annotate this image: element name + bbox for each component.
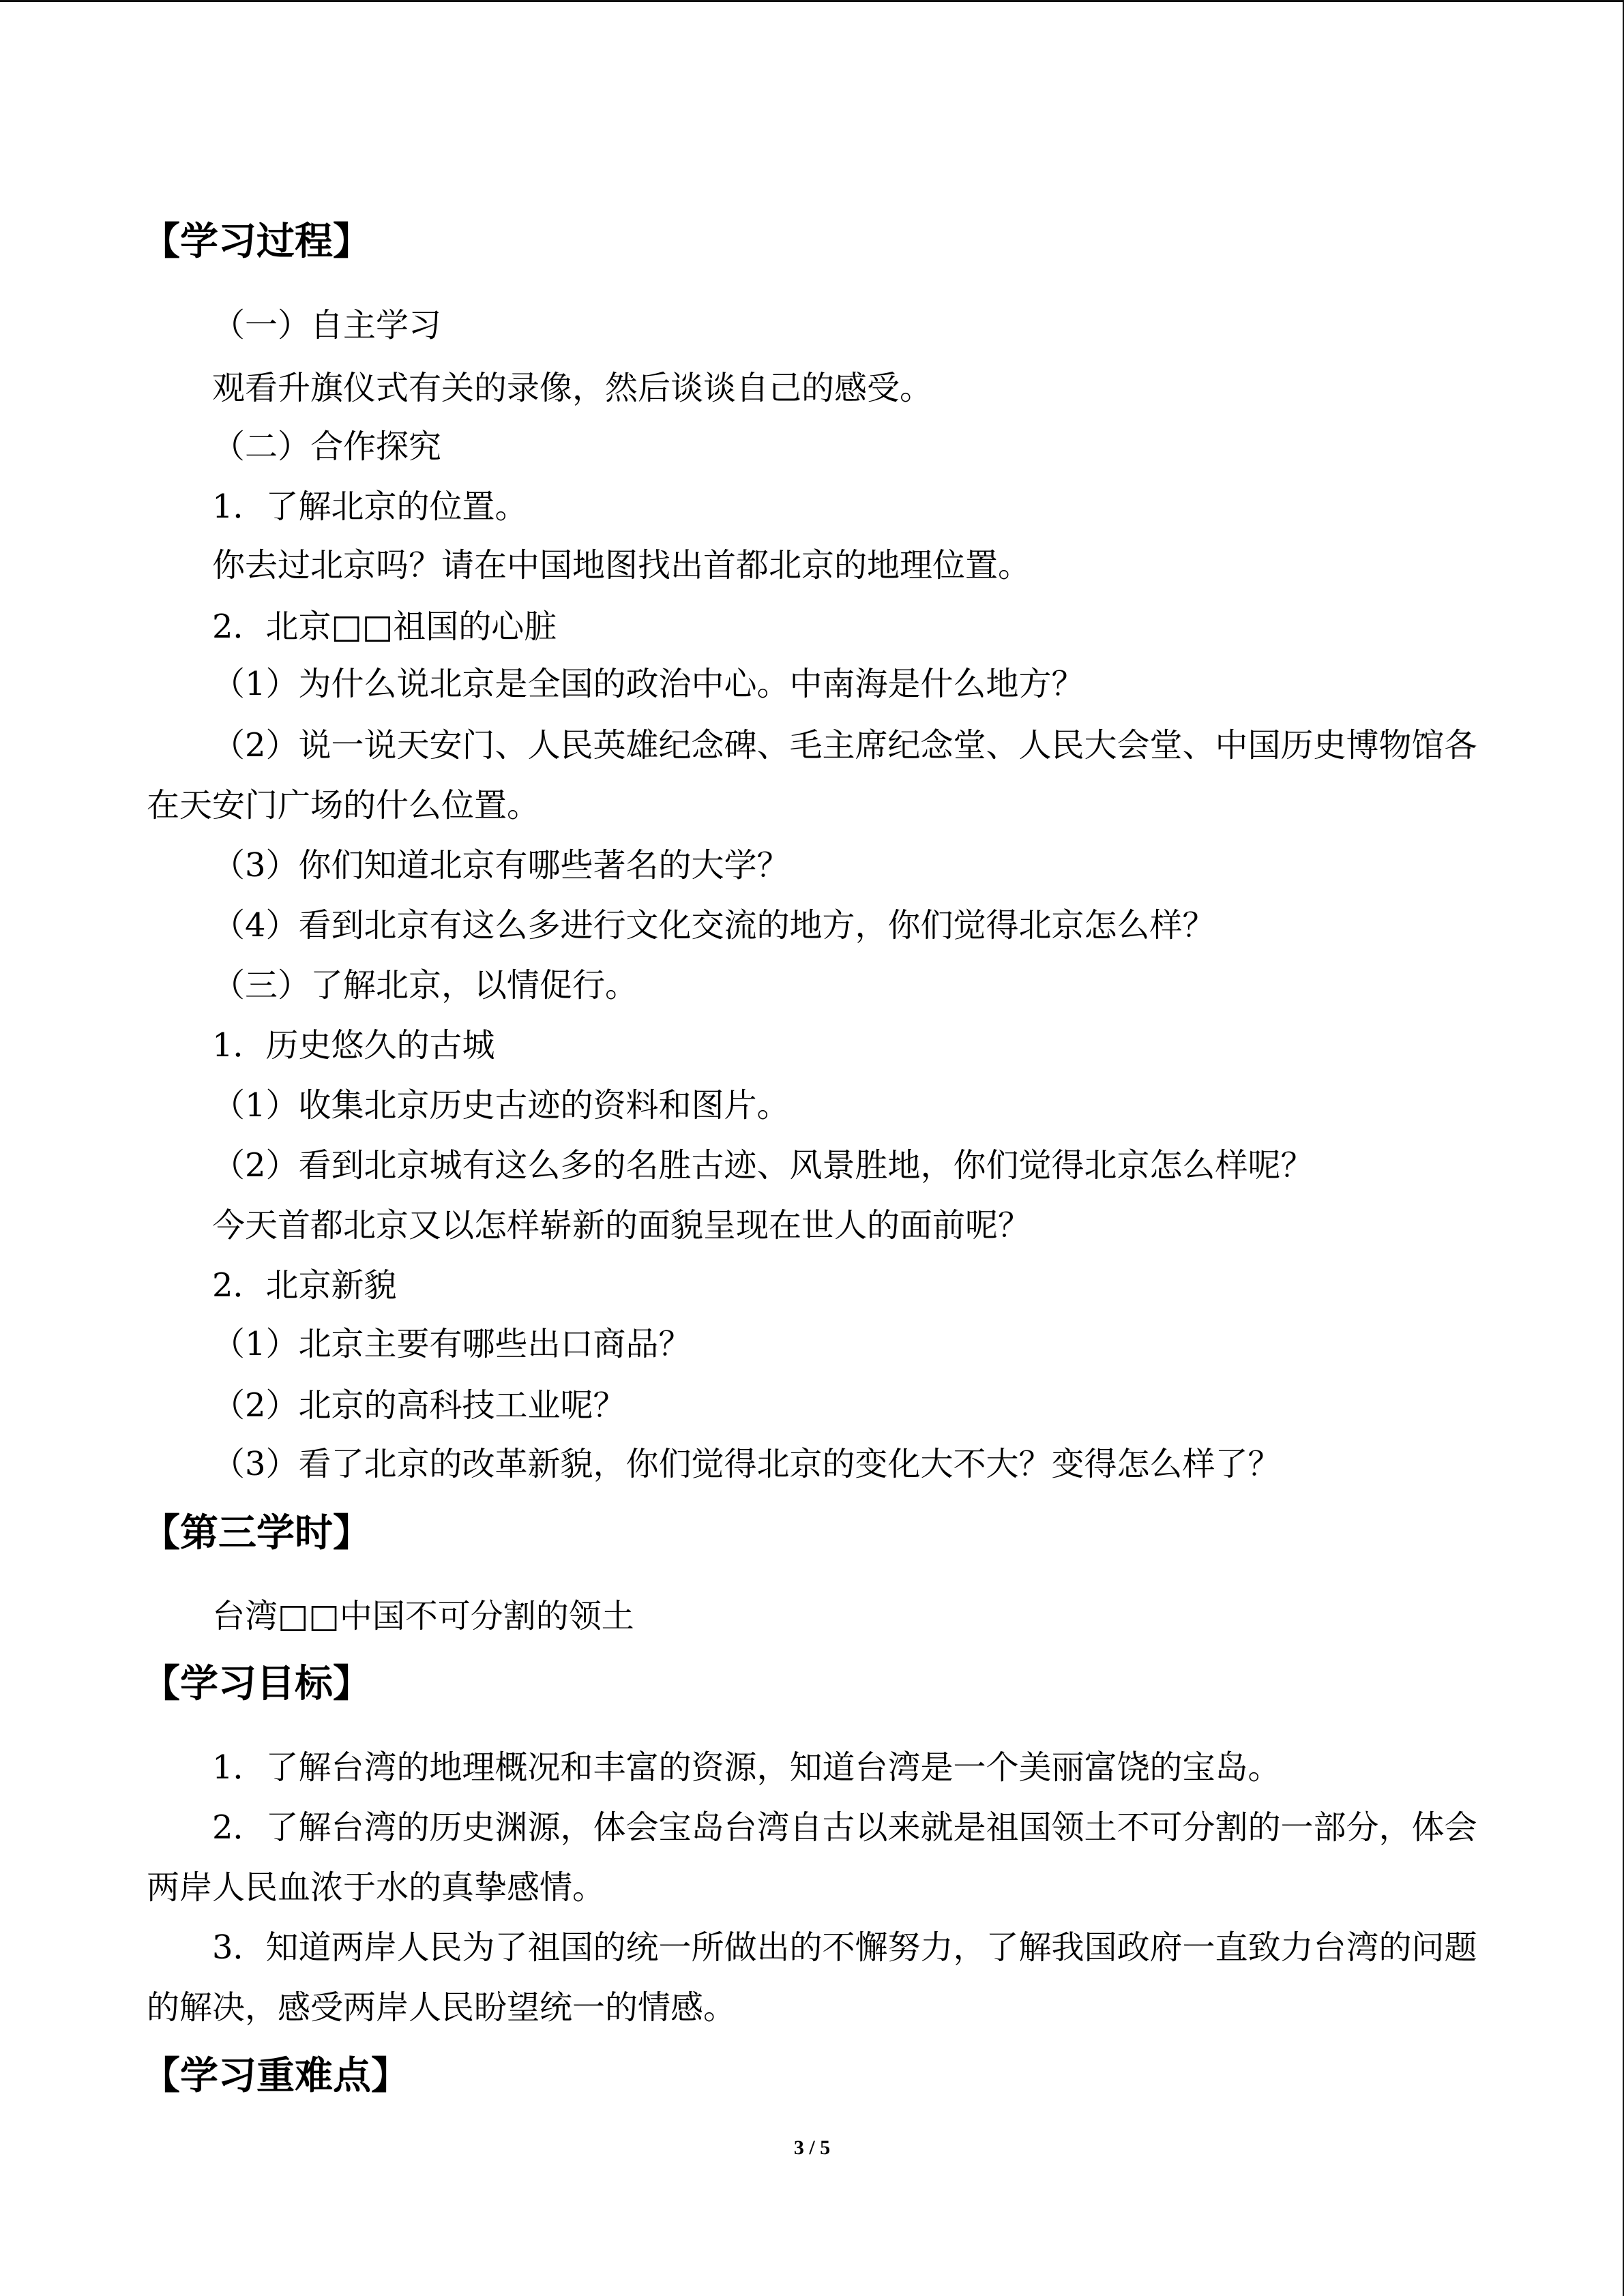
goal-line-continuation: 两岸人民血浓于水的真挚感情。 [147, 1868, 606, 1907]
subsection-title-self-study: （一）自主学习 [212, 306, 442, 344]
item-title: 1．历史悠久的古城 [212, 1026, 495, 1064]
question-line: （3）看了北京的改革新貌，你们觉得北京的变化大不大？变得怎么样了？ [212, 1445, 1281, 1483]
page-top-border [0, 0, 1624, 2]
question-line: （2）北京的高科技工业呢？ [212, 1386, 626, 1425]
question-line: （1）北京主要有哪些出口商品？ [212, 1325, 692, 1363]
question-line: （3）你们知道北京有哪些著名的大学？ [212, 846, 790, 884]
goal-line: 3．知道两岸人民为了祖国的统一所做出的不懈努力，了解我国政府一直致力台湾的问题 [212, 1928, 1477, 1967]
paragraph-line: 观看升旗仪式有关的录像，然后谈谈自己的感受。 [212, 369, 933, 407]
page-number: 3 / 5 [793, 2136, 831, 2159]
goal-line: 2．了解台湾的历史渊源，体会宝岛台湾自古以来就是祖国领土不可分割的一部分，体会 [212, 1808, 1477, 1847]
goal-line-continuation: 的解决，感受两岸人民盼望统一的情感。 [147, 1988, 737, 2027]
paragraph-line: 你去过北京吗？请在中国地图找出首都北京的地理位置。 [212, 546, 1031, 584]
question-line: （1）为什么说北京是全国的政治中心。中南海是什么地方？ [212, 665, 1084, 703]
section-heading-learning-process: 【学习过程】 [142, 219, 371, 264]
question-line: （1）收集北京历史古迹的资料和图片。 [212, 1086, 790, 1124]
question-line: （2）看到北京城有这么多的名胜古迹、风景胜地，你们觉得北京怎么样呢？ [212, 1146, 1314, 1184]
lesson-topic: 台湾□□中国不可分割的领土 [212, 1597, 634, 1635]
question-line: （2）说一说天安门、人民英雄纪念碑、毛主席纪念堂、人民大会堂、中国历史博物馆各 [212, 726, 1477, 764]
section-heading-key-points: 【学习重难点】 [142, 2053, 409, 2098]
item-title: 2．北京新貌 [212, 1266, 397, 1304]
subsection-title-practice: （三）了解北京，以情促行。 [212, 966, 638, 1004]
section-heading-learning-goals: 【学习目标】 [142, 1661, 371, 1706]
subsection-title-cooperative: （二）合作探究 [212, 428, 442, 466]
section-heading-third-period: 【第三学时】 [142, 1510, 371, 1555]
item-title: 1．了解北京的位置。 [212, 488, 528, 526]
paragraph-line: 今天首都北京又以怎样崭新的面貌呈现在世人的面前呢？ [212, 1206, 1031, 1244]
goal-line: 1．了解台湾的地理概况和丰富的资源，知道台湾是一个美丽富饶的宝岛。 [212, 1748, 1281, 1787]
question-line-continuation: 在天安门广场的什么位置。 [147, 786, 540, 824]
item-title: 2．北京□□祖国的心脏 [212, 608, 557, 646]
question-line: （4）看到北京有这么多进行文化交流的地方，你们觉得北京怎么样？ [212, 906, 1215, 944]
